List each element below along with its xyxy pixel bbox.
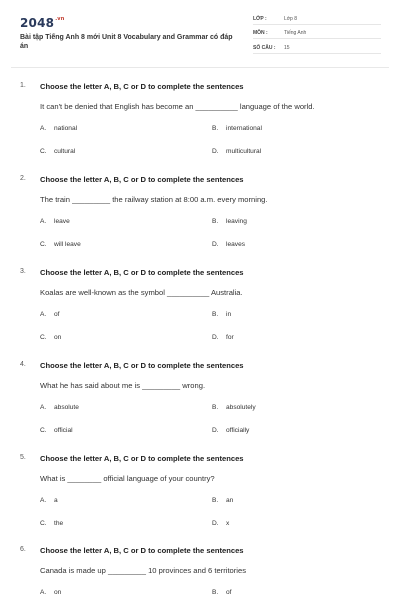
document-title: Bài tập Tiếng Anh 8 mới Unit 8 Vocabulary and Grammar có đáp án [20,34,233,50]
question-prompt: Choose the letter A, B, C or D to complete the sentences [40,454,244,463]
question-3 [0,268,400,360]
question-1 [0,82,400,174]
meta-count-label: SỐ CÂU : [253,45,276,51]
option-letter: B. [212,311,219,318]
option-text: multicultural [226,148,262,155]
option-letter: B. [212,589,219,596]
option-letter: C. [40,520,47,527]
option-text: x [226,520,230,527]
option-letter: A. [40,497,47,504]
question-prompt: Choose the letter A, B, C or D to complete the sentences [40,82,244,91]
option-letter: A. [40,404,47,411]
option-letter: A. [40,311,47,318]
option-letter: C. [40,148,47,155]
meta-count-row [253,41,381,54]
option-letter: A. [40,125,47,132]
option-text: absolute [54,404,79,411]
question-prompt: Choose the letter A, B, C or D to complete the sentences [40,175,244,184]
page-header [0,0,400,62]
option-letter: C. [40,427,47,434]
option-c[interactable] [40,241,81,248]
meta-class-row [253,12,381,25]
option-letter: A. [40,218,47,225]
option-b[interactable] [212,589,232,596]
option-c[interactable] [40,334,61,341]
question-number: 1. [20,82,26,89]
option-text: leave [54,218,70,225]
option-letter: D. [212,148,219,155]
option-text: absolutely [226,404,256,411]
option-letter: A. [40,589,47,596]
option-text: in [226,311,232,318]
option-text: on [54,589,62,596]
header-divider [11,67,389,68]
option-c[interactable] [40,520,63,527]
option-text: cultural [54,148,76,155]
option-b[interactable] [212,218,247,225]
option-text: of [54,311,60,318]
site-logo[interactable] [20,16,65,30]
option-d[interactable] [212,520,229,527]
logo-suffix: .vn [55,16,65,22]
option-a[interactable] [40,218,70,225]
option-letter: C. [40,241,47,248]
option-text: will leave [54,241,81,248]
option-d[interactable] [212,241,245,248]
option-b[interactable] [212,311,231,318]
option-c[interactable] [40,427,73,434]
option-letter: B. [212,404,219,411]
question-number: 6. [20,546,26,553]
option-b[interactable] [212,497,233,504]
option-text: official [54,427,73,434]
question-number: 2. [20,175,26,182]
option-a[interactable] [40,125,77,132]
question-number: 4. [20,361,26,368]
question-prompt: Choose the letter A, B, C or D to complete the sentences [40,546,244,555]
option-text: of [226,589,232,596]
meta-class-value: Lớp 8 [284,16,298,22]
option-d[interactable] [212,148,261,155]
option-text: for [226,334,234,341]
option-letter: D. [212,520,219,527]
meta-subject-value: Tiếng Anh [284,30,307,36]
meta-count-value: 15 [284,45,290,51]
option-d[interactable] [212,334,234,341]
question-prompt: Choose the letter A, B, C or D to complete the sentences [40,361,244,370]
question-number: 5. [20,454,26,461]
option-letter: C. [40,334,47,341]
option-c[interactable] [40,148,75,155]
question-sentence: The train _________ the railway station at 8:00 a.m. every morning. [40,195,268,204]
option-letter: B. [212,218,219,225]
option-a[interactable] [40,311,60,318]
question-prompt: Choose the letter A, B, C or D to complete the sentences [40,268,244,277]
option-text: officially [226,427,250,434]
question-sentence: Canada is made up _________ 10 provinces and 6 territories [40,566,247,575]
logo-text: 2048 [20,16,55,30]
option-a[interactable] [40,589,61,596]
question-sentence: Koalas are well-known as the symbol __________ Australia. [40,288,243,297]
option-letter: D. [212,427,219,434]
option-a[interactable] [40,404,79,411]
question-4 [0,361,400,453]
question-sentence: It can't be denied that English has become an __________ language of the world. [40,102,315,111]
meta-subject-row [253,26,381,39]
option-letter: D. [212,334,219,341]
option-letter: B. [212,125,219,132]
option-text: on [54,334,62,341]
question-number: 3. [20,268,26,275]
option-letter: B. [212,497,219,504]
option-text: a [54,497,58,504]
option-text: international [226,125,262,132]
option-text: the [54,520,64,527]
meta-class-label: LỚP : [253,16,267,22]
option-a[interactable] [40,497,58,504]
question-sentence: What is ________ official language of your country? [40,474,215,483]
option-d[interactable] [212,427,249,434]
meta-subject-label: MÔN : [253,30,268,36]
option-text: leaving [226,218,247,225]
question-5 [0,454,400,546]
option-text: leaves [226,241,246,248]
option-b[interactable] [212,404,256,411]
question-6 [0,546,400,600]
option-b[interactable] [212,125,262,132]
option-text: an [226,497,234,504]
option-text: national [54,125,78,132]
question-sentence: What he has said about me is _________ wrong. [40,381,206,390]
question-2 [0,175,400,267]
option-letter: D. [212,241,219,248]
